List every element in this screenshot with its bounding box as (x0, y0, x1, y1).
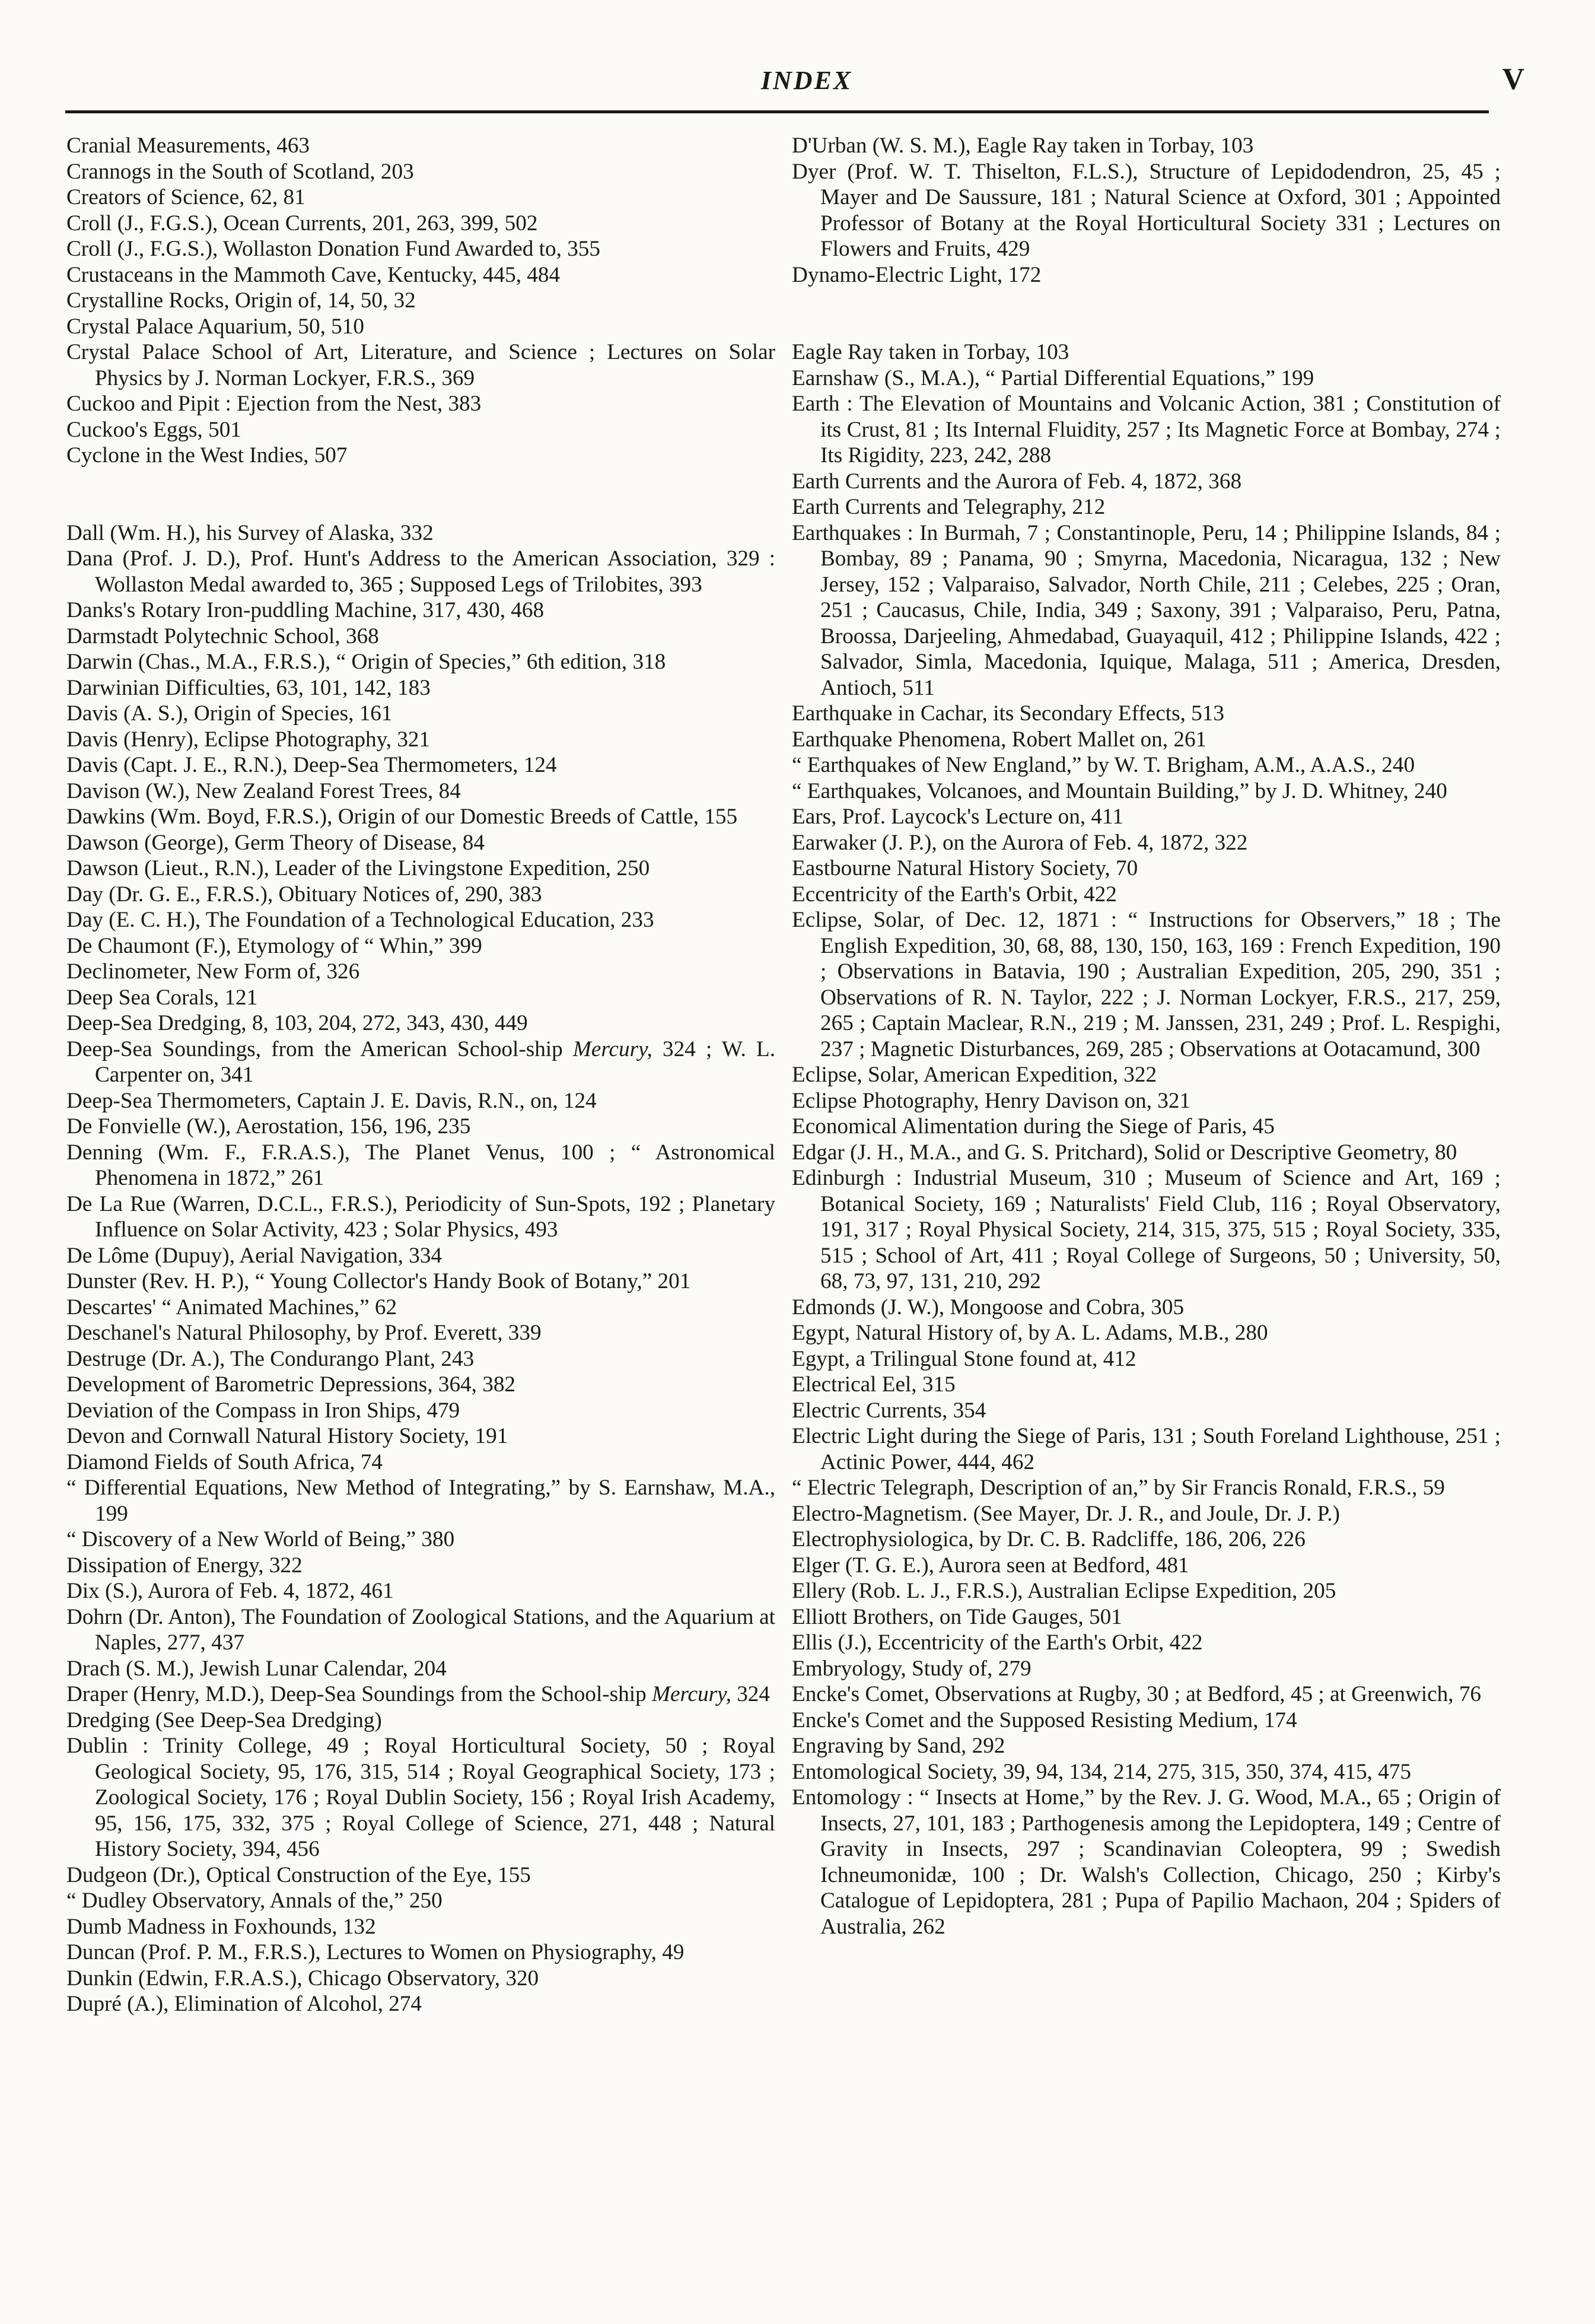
index-entry: Dohrn (Dr. Anton), The Foundation of Zoological Stations, and the Aquarium at Naples, 277, 437 (66, 1604, 775, 1655)
index-entry: Diamond Fields of South Africa, 74 (66, 1449, 383, 1474)
index-entry: Earwaker (J. P.), on the Aurora of Feb. 4, 1872, 322 (792, 830, 1248, 855)
index-entry: Dawkins (Wm. Boyd, F.R.S.), Origin of our Domestic Breeds of Cattle, 155 (66, 805, 738, 829)
index-entry: Crystal Palace School of Art, Literature, and Science ; Lectures on Solar Physics by J. Norman Lockyer, F.R.S., 369 (66, 340, 775, 390)
index-entry: Danks's Rotary Iron-puddling Machine, 317, 430, 468 (66, 598, 545, 622)
index-column-right (792, 133, 1501, 1940)
index-entry: Dudgeon (Dr.), Optical Construction of the Eye, 155 (66, 1862, 531, 1887)
index-entry: Crystal Palace Aquarium, 50, 510 (66, 314, 364, 339)
index-entry: Dumb Madness in Foxhounds, 132 (66, 1914, 376, 1939)
index-entry: Dunster (Rev. H. P.), “ Young Collector's Handy Book of Botany,” 201 (66, 1269, 691, 1293)
index-entry: Earthquake in Cachar, its Secondary Effects, 513 (792, 701, 1224, 726)
index-entry: Electro-Magnetism. (See Mayer, Dr. J. R., and Joule, Dr. J. P.) (792, 1501, 1340, 1526)
index-entry: Entomological Society, 39, 94, 134, 214, 275, 315, 350, 374, 415, 475 (792, 1759, 1411, 1784)
index-entry: “ Discovery of a New World of Being,” 380 (66, 1527, 455, 1552)
index-entry: Declinometer, New Form of, 326 (66, 959, 360, 984)
index-entry: Drach (S. M.), Jewish Lunar Calendar, 204 (66, 1656, 447, 1681)
index-entry: “ Earthquakes, Volcanoes, and Mountain Building,” by J. D. Whitney, 240 (792, 778, 1447, 803)
index-entry: “ Differential Equations, New Method of Integrating,” by S. Earnshaw, M.A., 199 (66, 1476, 775, 1526)
index-entry: Elliott Brothers, on Tide Gauges, 501 (792, 1604, 1122, 1629)
index-entry: Development of Barometric Depressions, 364, 382 (66, 1372, 516, 1397)
index-entry: Dupré (A.), Elimination of Alcohol, 274 (66, 1992, 422, 2016)
index-section-d-right (792, 133, 1501, 288)
index-entry: Deep-Sea Soundings, from the American School-ship Mercury, 324 ; W. L. Carpenter on, 341 (66, 1037, 775, 1087)
index-entry: Cranial Measurements, 463 (66, 133, 310, 158)
index-entry: Duncan (Prof. P. M., F.R.S.), Lectures to Women on Physiography, 49 (66, 1940, 685, 1964)
index-entry: Cuckoo's Eggs, 501 (66, 417, 241, 442)
index-entry: Eclipse, Solar, of Dec. 12, 1871 : “ Instructions for Observers,” 18 ; The English Expedition, 30, 68, 88, 130, 150, 163, 169 : French Expedition, 190 ; Observations in Batavia, 190 ; Australian Expedition, 205, 290, 351 ; Observations of R. N. Taylor, 222 ; J. Norman Lockyer, F.R.S., 217, 259, 265 ; Captain Maclear, R.N., 219 ; M. Janssen, 231, 249 ; Prof. L. Respighi, 237 ; Magnetic Disturbances, 269, 285 ; Observations at Ootacamund, 300 (792, 908, 1501, 1061)
index-entry: Encke's Comet, Observations at Rugby, 30 ; at Bedford, 45 ; at Greenwich, 76 (792, 1682, 1482, 1706)
page-header (65, 57, 1548, 116)
index-entry: “ Electric Telegraph, Description of an,” by Sir Francis Ronald, F.R.S., 59 (792, 1476, 1445, 1500)
index-entry: Day (E. C. H.), The Foundation of a Technological Education, 233 (66, 908, 654, 932)
index-entry: Croll (J., F.G.S.), Ocean Currents, 201, 263, 399, 502 (66, 211, 538, 236)
index-entry: Embryology, Study of, 279 (792, 1656, 1032, 1681)
index-section-cr (66, 133, 775, 469)
index-entry: Ellery (Rob. L. J., F.R.S.), Australian Eclipse Expedition, 205 (792, 1579, 1336, 1603)
index-section-d (66, 520, 775, 1037)
index-entry: Economical Alimentation during the Siege of Paris, 45 (792, 1114, 1275, 1139)
ship-name: Mercury, (651, 1682, 731, 1706)
index-entry: Cyclone in the West Indies, 507 (66, 443, 348, 468)
index-entry: Egypt, Natural History of, by A. L. Adams, M.B., 280 (792, 1321, 1268, 1345)
index-entry: Draper (Henry, M.D.), Deep-Sea Soundings from the School-ship Mercury, 324 (66, 1682, 770, 1706)
index-entry: De Fonvielle (W.), Aerostation, 156, 196, 235 (66, 1114, 471, 1139)
ship-name: Mercury, (572, 1037, 652, 1061)
section-gap (792, 288, 1501, 339)
index-entry: Eclipse Photography, Henry Davison on, 321 (792, 1088, 1191, 1113)
index-entry: Cuckoo and Pipit : Ejection from the Nest, 383 (66, 392, 482, 416)
index-entry: D'Urban (W. S. M.), Eagle Ray taken in Torbay, 103 (792, 133, 1254, 158)
index-entry: Ellis (J.), Eccentricity of the Earth's Orbit, 422 (792, 1630, 1203, 1655)
index-entry: Darwinian Difficulties, 63, 101, 142, 183 (66, 675, 431, 700)
running-title: INDEX (760, 66, 853, 95)
index-entry: Earth Currents and Telegraphy, 212 (792, 495, 1106, 519)
index-entry: Day (Dr. G. E., F.R.S.), Obituary Notices of, 290, 383 (66, 882, 542, 907)
index-entry: Edinburgh : Industrial Museum, 310 ; Museum of Science and Art, 169 ; Botanical Society, 169 ; Naturalists' Field Club, 116 ; Royal Observatory, 191, 317 ; Royal Physical Society, 214, 315, 375, 515 ; Royal Society, 335, 515 ; School of Art, 411 ; Royal College of Surgeons, 50 ; University, 50, 68, 73, 97, 131, 210, 292 (792, 1166, 1501, 1293)
index-section-d-end (66, 1708, 775, 2017)
index-entry: Crystalline Rocks, Origin of, 14, 50, 32 (66, 288, 416, 313)
index-entry: Eastbourne Natural History Society, 70 (792, 856, 1138, 880)
index-entry: Electrical Eel, 315 (792, 1372, 956, 1397)
index-entry: Dredging (See Deep-Sea Dredging) (66, 1708, 382, 1732)
page-number: V (1502, 62, 1524, 96)
index-entry: Earthquakes : In Burmah, 7 ; Constantinople, Peru, 14 ; Philippine Islands, 84 ; Bombay, 89 ; Panama, 90 ; Smyrna, Macedonia, Nicaragua, 132 ; New Jersey, 152 ; Valparaiso, Salvador, North Chile, 211 ; Celebes, 225 ; Oran, 251 ; Caucasus, Chile, India, 349 ; Saxony, 391 ; Valparaiso, Peru, Patna, Broossa, Darjeeling, Ahmedabad, Guayaquil, 412 ; Philippine Islands, 422 ; Salvador, Simla, Macedonia, Iquique, Malaga, 511 ; America, Dresden, Antioch, 511 (792, 520, 1501, 700)
index-entry: Deschanel's Natural Philosophy, by Prof. Everett, 339 (66, 1321, 542, 1345)
index-entry: Davis (Capt. J. E., R.N.), Deep-Sea Thermometers, 124 (66, 753, 557, 777)
index-entry: Darmstadt Polytechnic School, 368 (66, 624, 379, 648)
header-rule (65, 110, 1489, 113)
index-entry: “ Dudley Observatory, Annals of the,” 250 (66, 1889, 442, 1913)
index-entry: Davis (A. S.), Origin of Species, 161 (66, 701, 393, 726)
index-entry: Earth Currents and the Aurora of Feb. 4, 1872, 368 (792, 469, 1242, 494)
index-entry: Creators of Science, 62, 81 (66, 185, 305, 209)
index-entry: Crannogs in the South of Scotland, 203 (66, 159, 414, 184)
index-entry: Devon and Cornwall Natural History Society, 191 (66, 1424, 508, 1448)
index-entry: Earth : The Elevation of Mountains and Volcanic Action, 381 ; Constitution of its Crust, 81 ; Its Internal Fluidity, 257 ; Its Magnetic Force at Bombay, 274 ; Its Rigidity, 223, 242, 288 (792, 392, 1501, 468)
index-entry: Dynamo-Electric Light, 172 (792, 262, 1042, 287)
index-entry: Electrophysiologica, by Dr. C. B. Radcliffe, 186, 206, 226 (792, 1527, 1306, 1552)
index-entry: “ Earthquakes of New England,” by W. T. Brigham, A.M., A.A.S., 240 (792, 753, 1415, 777)
index-entry: Destruge (Dr. A.), The Condurango Plant, 243 (66, 1346, 475, 1371)
index-entry: Edmonds (J. W.), Mongoose and Cobra, 305 (792, 1295, 1185, 1320)
index-entry: Dawson (Lieut., R.N.), Leader of the Livingstone Expedition, 250 (66, 856, 650, 880)
index-entry: Dawson (George), Germ Theory of Disease, 84 (66, 830, 485, 855)
index-entry: Engraving by Sand, 292 (792, 1734, 1005, 1758)
index-entry: Eclipse, Solar, American Expedition, 322 (792, 1063, 1157, 1087)
index-entry: Dublin : Trinity College, 49 ; Royal Horticultural Society, 50 ; Royal Geological Society, 95, 176, 315, 514 ; Royal Geographical Society, 173 ; Zoological Society, 176 ; Royal Dublin Society, 156 ; Royal Irish Academy, 95, 156, 175, 332, 375 ; Royal College of Science, 271, 448 ; Natural History Society, 394, 456 (66, 1734, 775, 1861)
index-entry: Davis (Henry), Eclipse Photography, 321 (66, 727, 431, 752)
index-entry: Encke's Comet and the Supposed Resisting Medium, 174 (792, 1708, 1297, 1732)
index-entry: Deep Sea Corals, 121 (66, 985, 258, 1010)
index-entry: Deep-Sea Dredging, 8, 103, 204, 272, 343, 430, 449 (66, 1011, 528, 1035)
index-entry: Crustaceans in the Mammoth Cave, Kentucky, 445, 484 (66, 262, 561, 287)
index-entry: Croll (J., F.G.S.), Wollaston Donation Fund Awarded to, 355 (66, 237, 600, 261)
index-entry: Electric Currents, 354 (792, 1398, 986, 1423)
index-column-left (66, 133, 775, 2017)
section-gap (66, 469, 775, 520)
index-entry: Eccentricity of the Earth's Orbit, 422 (792, 882, 1117, 907)
index-entry: Deviation of the Compass in Iron Ships, 479 (66, 1398, 460, 1423)
index-entry: Entomology : “ Insects at Home,” by the Rev. J. G. Wood, M.A., 65 ; Origin of Insects, 27, 101, 183 ; Parthogenesis among the Lepidoptera, 149 ; Centre of Gravity in Insects, 297 ; Scandinavian Coleoptera, 99 ; Swedish Ichneumonidæ, 100 ; Dr. Walsh's Collection, Chicago, 250 ; Kirby's Catalogue of Lepidoptera, 281 ; Pupa of Papilio Machaon, 204 ; Spiders of Australia, 262 (792, 1785, 1501, 1939)
index-entry: Descartes' “ Animated Machines,” 62 (66, 1295, 397, 1320)
index-entry: Denning (Wm. F., F.R.A.S.), The Planet Venus, 100 ; “ Astronomical Phenomena in 1872,” 261 (66, 1140, 775, 1190)
index-entry: De Lôme (Dupuy), Aerial Navigation, 334 (66, 1243, 442, 1268)
index-entry: Earthquake Phenomena, Robert Mallet on, 261 (792, 727, 1207, 752)
index-entry: Dall (Wm. H.), his Survey of Alaska, 332 (66, 520, 434, 545)
index-section-e (792, 339, 1501, 1940)
index-entry: Ears, Prof. Laycock's Lecture on, 411 (792, 805, 1123, 829)
index-entry: Electric Light during the Siege of Paris, 131 ; South Foreland Lighthouse, 251 ; Actinic Power, 444, 462 (792, 1424, 1501, 1474)
index-entry: Dissipation of Energy, 322 (66, 1553, 303, 1578)
index-entry: Dix (S.), Aurora of Feb. 4, 1872, 461 (66, 1579, 394, 1603)
index-entry: Edgar (J. H., M.A., and G. S. Pritchard), Solid or Descriptive Geometry, 80 (792, 1140, 1457, 1165)
index-entry: Eagle Ray taken in Torbay, 103 (792, 340, 1069, 364)
index-entry: Dana (Prof. J. D.), Prof. Hunt's Address to the American Association, 329 : Wollaston Medal awarded to, 365 ; Supposed Legs of Trilobites, 393 (66, 546, 775, 597)
index-entry: Darwin (Chas., M.A., F.R.S.), “ Origin of Species,” 6th edition, 318 (66, 650, 666, 674)
index-entry: Deep-Sea Thermometers, Captain J. E. Davis, R.N., on, 124 (66, 1088, 597, 1113)
index-entry: De La Rue (Warren, D.C.L., F.R.S.), Periodicity of Sun-Spots, 192 ; Planetary Influence on Solar Activity, 423 ; Solar Physics, 493 (66, 1191, 775, 1242)
index-entry: Earnshaw (S., M.A.), “ Partial Differential Equations,” 199 (792, 365, 1314, 390)
index-entry: Davison (W.), New Zealand Forest Trees, 84 (66, 778, 461, 803)
index-entry: Elger (T. G. E.), Aurora seen at Bedford, 481 (792, 1553, 1189, 1578)
index-section-d-cont (66, 1088, 775, 1656)
index-entry: Dyer (Prof. W. T. Thiselton, F.L.S.), Structure of Lepidodendron, 25, 45 ; Mayer and De Saussure, 181 ; Natural Science at Oxford, 301 ; Appointed Professor of Botany at the Royal Horticultural Society 331 ; Lectures on Flowers and Fruits, 429 (792, 159, 1501, 261)
index-entry: Egypt, a Trilingual Stone found at, 412 (792, 1346, 1136, 1371)
index-entry: De Chaumont (F.), Etymology of “ Whin,” 399 (66, 933, 482, 958)
index-entry: Dunkin (Edwin, F.R.A.S.), Chicago Observatory, 320 (66, 1966, 539, 1991)
